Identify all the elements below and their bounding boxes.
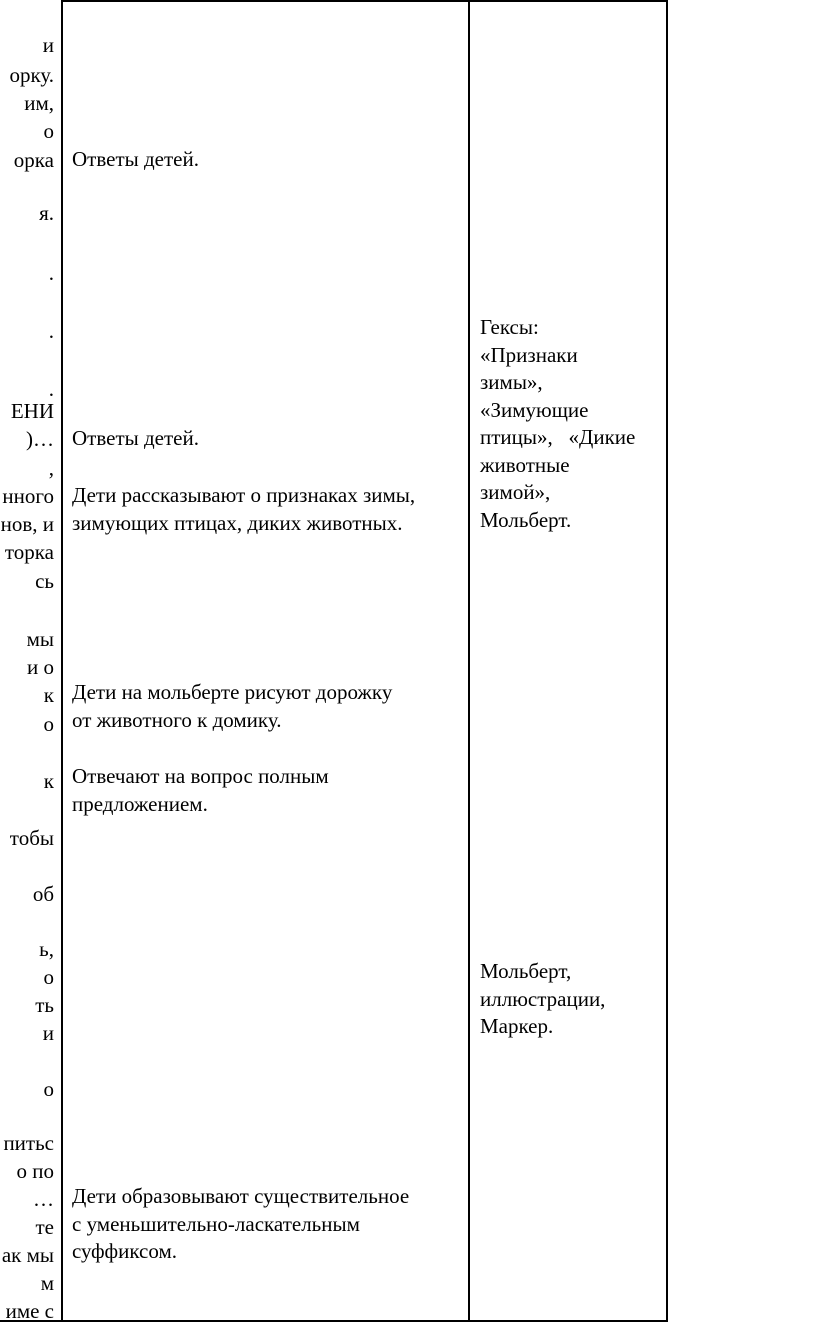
table-right-border [666,0,668,1322]
teacher-text-fragment: и [42,1021,54,1045]
teacher-text-fragment: о по [16,1159,54,1183]
teacher-text-fragment: . [48,377,54,401]
teacher-text-fragment: о [43,712,54,736]
materials-line: Мольберт, [480,959,572,983]
teacher-text-fragment: мы [26,627,54,651]
teacher-text-fragment: ЕНИ [10,399,54,423]
teacher-activity-column [0,0,60,1322]
table-bottom-border [0,1320,668,1322]
materials-line: животные [480,452,570,477]
teacher-text-fragment: торка [4,540,54,564]
teacher-text-fragment: питьс [3,1131,54,1155]
materials-hexes [480,314,635,534]
teacher-text-fragment: и [42,33,54,57]
teacher-text-fragment: ь, [39,937,54,961]
teacher-text-fragment: . [48,319,54,343]
column-divider-1 [61,0,63,1322]
table-top-border [61,0,668,2]
teacher-text-fragment: орку. [9,63,54,87]
teacher-text-fragment: орка [13,148,54,172]
children-drawing [72,679,392,734]
teacher-text-fragment: ак мы [1,1243,54,1267]
materials-easel [480,958,605,1041]
teacher-text-fragment: об [32,882,54,906]
materials-line: Маркер. [480,1014,554,1038]
materials-line: зимы», [480,370,543,394]
teacher-text-fragment: сь [35,569,54,593]
teacher-text-fragment: , [48,456,54,480]
teacher-text-fragment: тобы [9,826,54,850]
children-answers-1: Ответы детей. [72,147,199,171]
teacher-text-fragment: и о [27,655,54,679]
teacher-text-fragment: име с [5,1299,54,1322]
teacher-text-fragment: к [43,769,54,793]
children-reply [72,763,329,818]
teacher-text-fragment: о [43,1077,54,1101]
teacher-text-fragment: я. [39,201,54,225]
teacher-text-fragment: к [43,683,54,707]
materials-line: «Признаки [480,342,578,367]
teacher-text-fragment: … [33,1187,54,1211]
teacher-text-fragment: ть [35,993,54,1017]
teacher-text-fragment: о [43,119,54,143]
children-suffix-line: Дети образовывают существительное [72,1184,410,1208]
teacher-text-fragment: нов, и [0,512,54,536]
children-reply-line: предложением. [72,791,208,816]
materials-line: «Зимующие [480,397,589,422]
teacher-text-fragment: о [43,965,54,989]
materials-line: Гексы: [480,315,539,339]
teacher-text-fragment: им, [24,91,54,115]
materials-line: иллюстрации, [480,986,606,1011]
materials-line: птицы», «Дикие [480,425,636,449]
teacher-text-fragment: )… [26,427,54,451]
teacher-text-fragment: те [35,1215,54,1239]
column-divider-2 [468,0,470,1322]
teacher-text-fragment: м [40,1271,54,1295]
teacher-text-fragment: нного [2,484,54,508]
children-drawing-line: Дети на мольберте рисуют дорожку [72,680,393,704]
children-reply-line: Отвечают на вопрос полным [72,764,329,788]
children-drawing-line: от животного к домику. [72,707,282,732]
children-story-line: Дети рассказывают о признаках зимы, [72,483,416,507]
children-answers-2: Ответы детей. [72,426,199,450]
children-story-line: зимующих птицах, диких животных. [72,510,403,535]
materials-line: Мольберт. [480,507,572,532]
children-suffix [72,1183,409,1266]
children-suffix-line: с уменьшительно-ласкательным [72,1211,360,1236]
children-suffix-line: суффиксом. [72,1239,177,1263]
teacher-text-fragment: . [48,261,54,285]
materials-line: зимой», [480,480,551,504]
children-story [72,482,415,537]
